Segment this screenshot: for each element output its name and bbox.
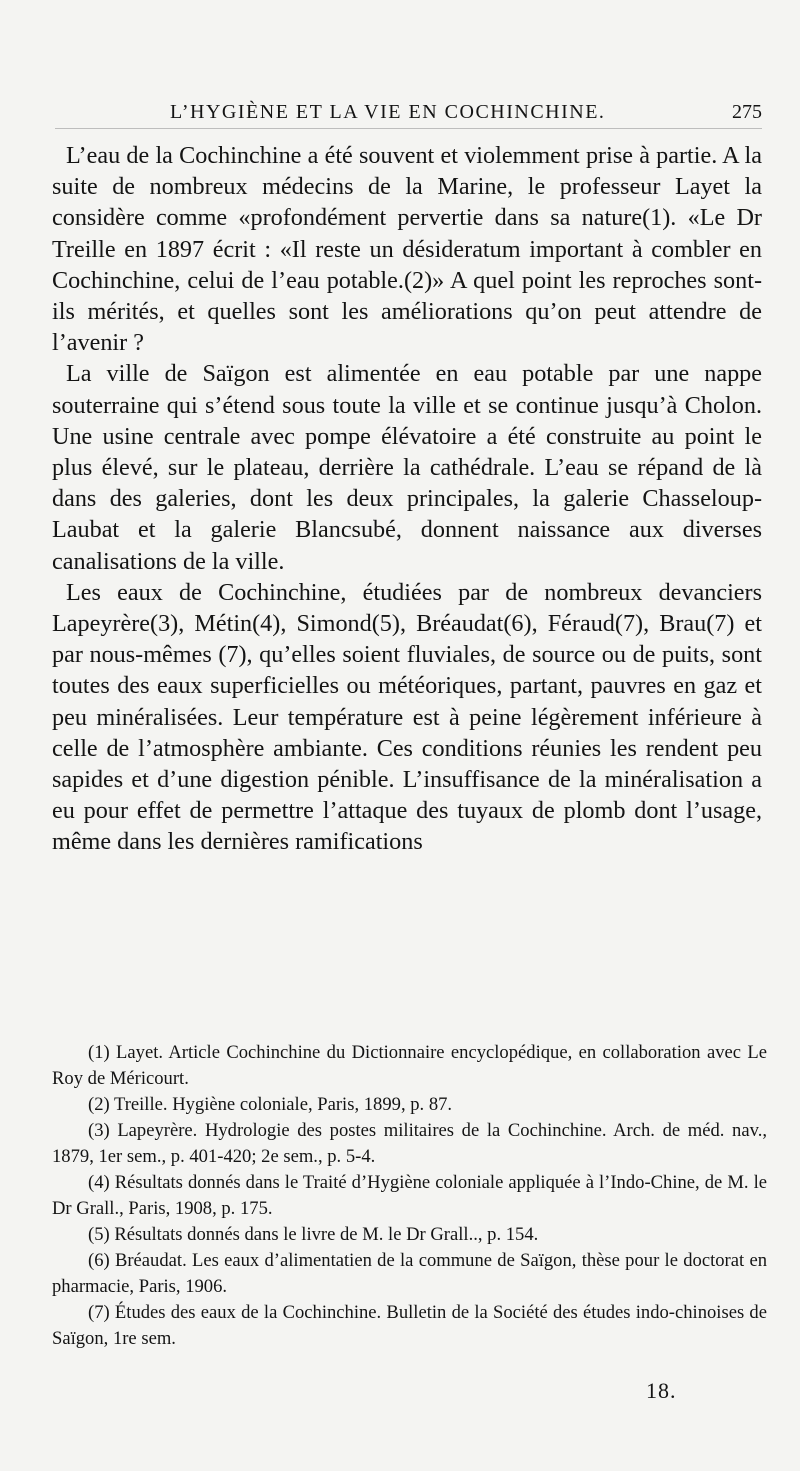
paragraph: La ville de Saïgon est alimentée en eau potable par une nappe souterraine qui s’étend sous toute la ville et se continue jusqu’à Cholon. Une usine centrale avec pompe élévatoire a été construite au point le plus élevé, sur le plateau, derrière la cathédrale. L’eau se répand de là dans des galeries, dont les deux principales, la galerie Chasseloup-Laubat et la galerie Blancsubé, donnent naissance aux diverses canalisations de la ville. xyxy=(52,360,762,575)
page-number: 275 xyxy=(732,101,762,123)
footnotes xyxy=(52,1040,767,1352)
signature-mark: 18. xyxy=(646,1378,677,1403)
footnote: (3) Lapeyrère. Hydrologie des postes militaires de la Cochinchine. Arch. de méd. nav., 1879, 1er sem., p. 401-420; 2e sem., p. 5-4. xyxy=(52,1120,767,1167)
footnote: (5) Résultats donnés dans le livre de M. le Dr Grall.., p. 154. xyxy=(88,1224,539,1245)
footnote: (2) Treille. Hygiène coloniale, Paris, 1899, p. 87. xyxy=(88,1094,453,1115)
footnote: (7) Études des eaux de la Cochinchine. Bulletin de la Société des études indo-chinoises de Saïgon, 1re sem. xyxy=(52,1302,767,1349)
running-title: L’HYGIÈNE ET LA VIE EN COCHINCHINE. xyxy=(170,101,606,123)
page-header xyxy=(0,95,800,135)
footnote: (1) Layet. Article Cochinchine du Dictionnaire encyclopédique, en collaboration avec Le Roy de Méricourt. xyxy=(52,1042,767,1089)
paragraph: L’eau de la Cochinchine a été souvent et violemment prise à partie. A la suite de nombreux médecins de la Marine, le professeur Layet la considère comme «profondément pervertie dans sa nature(1). «Le Dr Treille en 1897 écrit : «Il reste un désideratum important à combler en Cochinchine, celui de l’eau potable.(2)» A quel point les reproches sont-ils mérités, et quelles sont les améliorations qu’on peut attendre de l’avenir ? xyxy=(52,142,762,357)
paragraph: Les eaux de Cochinchine, étudiées par de nombreux devanciers Lapeyrère(3), Métin(4), Simond(5), Bréaudat(6), Féraud(7), Brau(7) et par nous-mêmes (7), qu’elles soient fluviales, de source ou de puits, sont toutes des eaux superficielles ou météoriques, partant, pauvres en gaz et peu minéralisées. Leur température est à peine légèrement inférieure à celle de l’atmosphère ambiante. Ces conditions réunies les rendent peu sapides et d’une digestion pénible. L’insuffisance de la minéralisation a eu pour effet de permettre l’attaque des tuyaux de plomb dont l’usage, même dans les dernières ramifications xyxy=(52,578,762,856)
footnote: (6) Bréaudat. Les eaux d’alimentatien de la commune de Saïgon, thèse pour le doctorat en pharmacie, Paris, 1906. xyxy=(52,1250,767,1297)
body-text xyxy=(52,140,762,858)
footnote: (4) Résultats donnés dans le Traité d’Hygiène coloniale appliquée à l’Indo-Chine, de M. le Dr Grall., Paris, 1908, p. 175. xyxy=(52,1172,767,1219)
header-divider xyxy=(55,128,762,129)
